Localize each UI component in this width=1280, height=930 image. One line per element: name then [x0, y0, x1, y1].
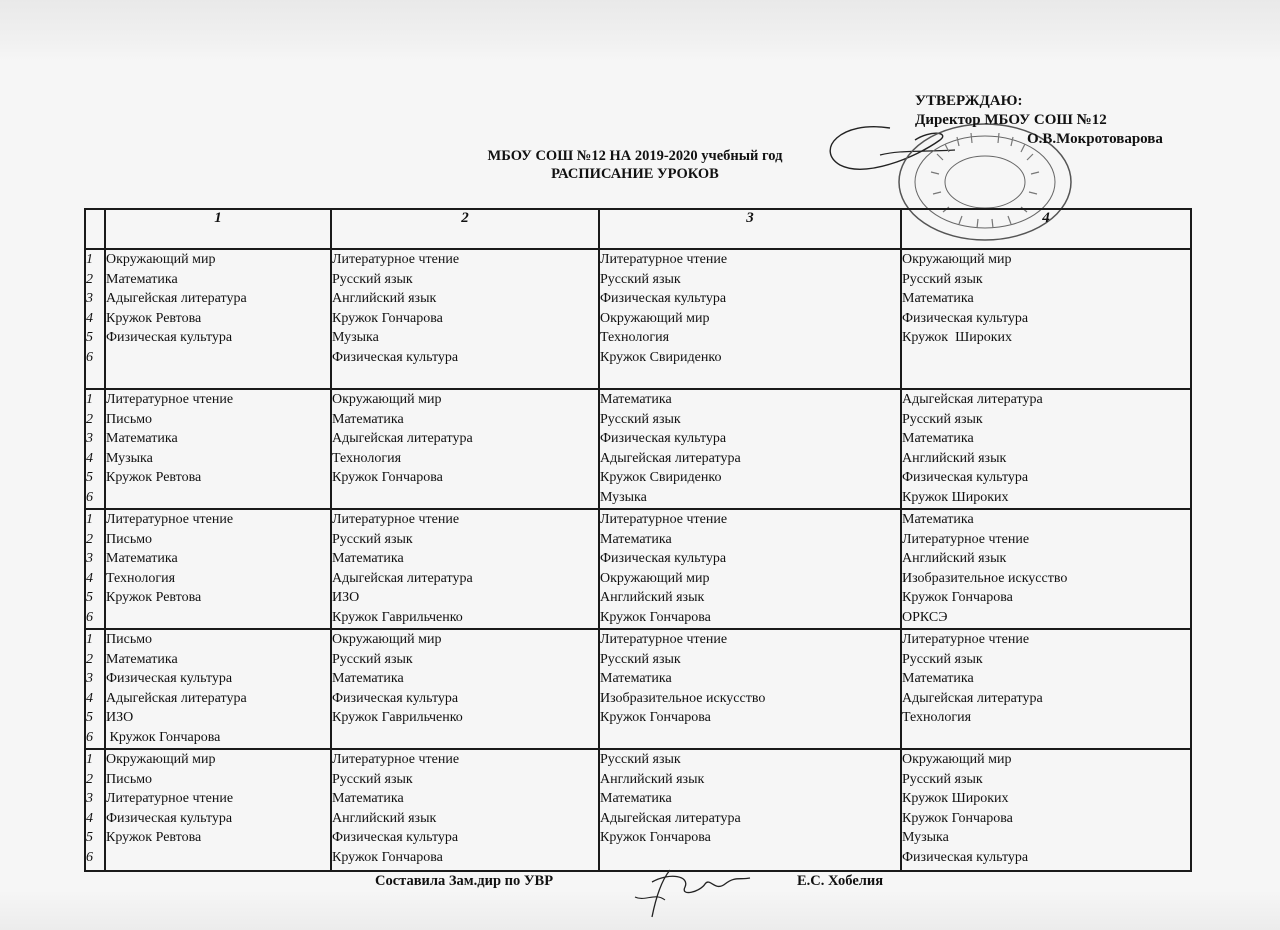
class-column-header: 1 [105, 209, 331, 249]
lesson-subject: Физическая культура [106, 330, 233, 345]
lesson-subject: Русский язык [332, 651, 413, 667]
lesson-subject: Кружок Свириденко [600, 470, 722, 485]
lesson-subject: Русский язык [902, 411, 983, 427]
lesson-subject: Математика [902, 431, 974, 446]
approval-director-name: О.В.Мокротоварова [1027, 131, 1163, 147]
lesson-number: 6 [86, 609, 93, 625]
lesson-subject: Русский язык [600, 271, 681, 287]
lesson-subject: Кружок Гаврильченко [332, 710, 463, 725]
class-lessons-cell [599, 749, 901, 871]
lesson-number: 3 [86, 291, 93, 306]
lesson-number: 1 [86, 252, 93, 267]
lesson-subject: Литературное чтение [600, 252, 728, 267]
lesson-subject: Кружок Ревтова [106, 590, 202, 605]
lesson-subject: Английский язык [332, 810, 437, 826]
lesson-number: 1 [86, 392, 93, 407]
lesson-subject: Русский язык [600, 752, 681, 767]
lesson-subject: Технология [332, 450, 402, 466]
lesson-subject: Окружающий мир [600, 570, 710, 586]
class-lessons-cell [105, 509, 331, 629]
lesson-subject: Физическая культура [332, 690, 459, 706]
lesson-subject [106, 608, 330, 628]
lesson-subject: ИЗО [106, 710, 134, 725]
lesson-number: 2 [86, 531, 93, 547]
lesson-subject: Физическая культура [106, 810, 233, 826]
day-row [85, 749, 1191, 871]
lesson-subject: Кружок Широких [902, 791, 1009, 806]
lesson-subject: ИЗО [332, 590, 360, 605]
lesson-subject: Окружающий мир [106, 752, 216, 767]
lesson-subject: Русский язык [902, 271, 983, 287]
lesson-subject: Изобразительное искусство [600, 690, 766, 706]
lesson-subject: Кружок Гончарова [332, 470, 443, 485]
lesson-subject: Кружок Гончарова [332, 849, 443, 865]
lesson-subject: Физическая культура [600, 291, 727, 306]
approval-position: Директор МБОУ СОШ №12 [915, 112, 1107, 128]
lesson-number: 2 [86, 651, 93, 667]
class-lessons-cell [105, 249, 331, 389]
lesson-subject: Математика [332, 411, 404, 427]
lesson-subject [332, 728, 598, 748]
lesson-subject: Окружающий мир [600, 310, 710, 326]
lesson-number: 6 [86, 349, 93, 365]
lesson-subject: Адыгейская литература [902, 690, 1043, 706]
lesson-number: 6 [86, 489, 93, 505]
document-subtitle: РАСПИСАНИЕ УРОКОВ [551, 166, 719, 182]
lesson-number: 4 [86, 310, 93, 326]
compiler-name: Е.С. Хобелия [797, 873, 884, 889]
class-lessons-cell [901, 249, 1191, 389]
lesson-number: 1 [86, 632, 93, 647]
schedule-table [84, 208, 1192, 872]
class-lessons-cell [331, 509, 599, 629]
lesson-numbers-cell [85, 509, 105, 629]
lesson-subject: Математика [600, 791, 672, 806]
class-lessons-cell [599, 249, 901, 389]
lesson-subject: Математика [332, 671, 404, 686]
lesson-subject: Математика [902, 512, 974, 527]
document-title: МБОУ СОШ №12 НА 2019-2020 учебный год [487, 148, 783, 164]
lesson-subject: Физическая культура [106, 671, 233, 686]
lesson-subject: Кружок Свириденко [600, 349, 722, 365]
lesson-subject: Математика [902, 291, 974, 306]
lesson-number: 2 [86, 271, 93, 287]
header-corner-cell [85, 209, 105, 249]
lesson-number: 6 [86, 729, 93, 745]
lesson-subject: Литературное чтение [600, 512, 728, 527]
lesson-subject: Музыка [902, 830, 949, 845]
lesson-subject: Английский язык [902, 450, 1007, 466]
lesson-subject: Кружок Ревтова [106, 830, 202, 845]
lesson-number: 1 [86, 752, 93, 767]
lesson-subject: Русский язык [600, 651, 681, 667]
lesson-subject: Кружок Широких [902, 330, 1013, 345]
lesson-subject: Английский язык [600, 590, 705, 605]
class-column-header: 2 [331, 209, 599, 249]
lesson-number: 6 [86, 849, 93, 865]
lesson-subject: Музыка [600, 489, 647, 505]
class-lessons-cell [105, 389, 331, 509]
lesson-subject: Математика [600, 531, 672, 547]
day-row [85, 249, 1191, 389]
lesson-subject: Литературное чтение [332, 252, 460, 267]
lesson-subject: Математика [106, 551, 178, 566]
lesson-subject: Окружающий мир [332, 632, 442, 647]
day-row [85, 629, 1191, 749]
lesson-subject: Физическая культура [600, 551, 727, 566]
lesson-subject: ОРКСЭ [902, 609, 948, 625]
lesson-number: 4 [86, 810, 93, 826]
lesson-subject: Русский язык [332, 271, 413, 287]
lesson-subject: Адыгейская литература [600, 450, 741, 466]
lesson-number: 2 [86, 411, 93, 427]
lesson-number: 5 [86, 470, 93, 485]
lesson-subject: Литературное чтение [332, 752, 460, 767]
lesson-subject: Кружок Гаврильченко [332, 609, 463, 625]
class-lessons-cell [331, 629, 599, 749]
lesson-subject: Английский язык [902, 551, 1007, 566]
lesson-subject: Письмо [106, 632, 153, 647]
lesson-subject: Литературное чтение [902, 632, 1030, 647]
class-lessons-cell [901, 629, 1191, 749]
lesson-subject: Английский язык [600, 771, 705, 787]
lesson-subject [902, 728, 1190, 748]
lesson-subject: Литературное чтение [106, 791, 234, 806]
class-column-header: 4 [901, 209, 1191, 249]
lesson-subject: Адыгейская литература [332, 570, 473, 586]
lesson-number: 3 [86, 431, 93, 446]
lesson-subject [600, 728, 900, 748]
lesson-number: 3 [86, 791, 93, 806]
class-lessons-cell [105, 749, 331, 871]
lesson-subject: Кружок Гончарова [600, 830, 711, 845]
lesson-subject: Окружающий мир [902, 252, 1012, 267]
class-lessons-cell [901, 749, 1191, 871]
lesson-subject: Технология [902, 710, 972, 725]
class-lessons-cell [331, 389, 599, 509]
lesson-subject: Кружок Гончарова [902, 810, 1013, 826]
lesson-subject: Математика [332, 791, 404, 806]
lesson-subject: Английский язык [332, 291, 437, 306]
lesson-numbers-cell [85, 749, 105, 871]
lesson-number: 4 [86, 690, 93, 706]
lesson-subject: Математика [600, 671, 672, 686]
lesson-subject: Русский язык [600, 411, 681, 427]
day-row [85, 389, 1191, 509]
lesson-numbers-cell [85, 629, 105, 749]
class-lessons-cell [599, 629, 901, 749]
lesson-subject [106, 848, 330, 868]
lesson-subject: Письмо [106, 411, 153, 427]
lesson-subject: Литературное чтение [106, 392, 234, 407]
lesson-subject: Литературное чтение [600, 632, 728, 647]
lesson-subject: Физическая культура [332, 349, 459, 365]
lesson-subject: Литературное чтение [106, 512, 234, 527]
lesson-subject: Физическая культура [902, 849, 1029, 865]
lesson-subject: Адыгейская литература [106, 690, 247, 706]
lesson-subject: Музыка [332, 330, 379, 345]
lesson-subject: Математика [106, 651, 178, 667]
lesson-subject: Кружок Гончарова [902, 590, 1013, 605]
lesson-number: 5 [86, 830, 93, 845]
lesson-subject: Музыка [106, 450, 153, 466]
lesson-subject: Кружок Широких [902, 489, 1009, 505]
lesson-subject: Русский язык [902, 651, 983, 667]
document-header [455, 147, 815, 183]
lesson-number: 4 [86, 570, 93, 586]
class-lessons-cell [901, 509, 1191, 629]
class-lessons-cell [599, 389, 901, 509]
class-lessons-cell [331, 249, 599, 389]
lesson-subject [106, 488, 330, 508]
lesson-subject: Технология [106, 570, 176, 586]
lesson-subject: Адыгейская литература [332, 431, 473, 446]
lesson-subject [902, 348, 1190, 368]
class-lessons-cell [599, 509, 901, 629]
lesson-subject: Адыгейская литература [902, 392, 1043, 407]
lesson-subject: Технология [600, 330, 670, 345]
lesson-subject: Кружок Ревтова [106, 310, 202, 326]
lesson-subject: Литературное чтение [902, 531, 1030, 547]
schedule-header-row [85, 209, 1191, 249]
lesson-numbers-cell [85, 389, 105, 509]
lesson-subject: Физическая культура [902, 470, 1029, 485]
lesson-subject: Русский язык [902, 771, 983, 787]
lesson-subject: Физическая культура [600, 431, 727, 446]
lesson-subject: Окружающий мир [902, 752, 1012, 767]
scan-shadow-top [0, 0, 1280, 62]
lesson-subject: Кружок Гончарова [332, 310, 443, 326]
class-lessons-cell [331, 749, 599, 871]
lesson-subject: Письмо [106, 771, 153, 787]
lesson-subject: Адыгейская литература [600, 810, 741, 826]
class-lessons-cell [105, 629, 331, 749]
lesson-number: 5 [86, 330, 93, 345]
lesson-number: 5 [86, 590, 93, 605]
lesson-number: 5 [86, 710, 93, 725]
lesson-numbers-cell [85, 249, 105, 389]
lesson-number: 3 [86, 551, 93, 566]
lesson-subject: Физическая культура [332, 830, 459, 845]
compiler-signature [630, 862, 760, 922]
lesson-subject: Математика [600, 392, 672, 407]
lesson-subject: Адыгейская литература [106, 291, 247, 306]
lesson-subject: Русский язык [332, 771, 413, 787]
lesson-subject: Математика [332, 551, 404, 566]
lesson-subject [106, 348, 330, 368]
lesson-subject: Окружающий мир [106, 252, 216, 267]
lesson-subject [332, 488, 598, 508]
class-column-header: 3 [599, 209, 901, 249]
lesson-subject: Окружающий мир [332, 392, 442, 407]
compiled-by-label: Составила Зам.дир по УВР [375, 873, 554, 889]
lesson-subject: Кружок Гончарова [106, 729, 221, 745]
lesson-number: 3 [86, 671, 93, 686]
lesson-subject: Физическая культура [902, 310, 1029, 326]
lesson-subject: Кружок Гончарова [600, 710, 711, 725]
lesson-subject: Литературное чтение [332, 512, 460, 527]
lesson-subject: Русский язык [332, 531, 413, 547]
day-row [85, 509, 1191, 629]
class-lessons-cell [901, 389, 1191, 509]
lesson-subject: Изобразительное искусство [902, 570, 1068, 586]
lesson-subject: Кружок Гончарова [600, 609, 711, 625]
lesson-number: 1 [86, 512, 93, 527]
lesson-subject: Письмо [106, 531, 153, 547]
approval-title: УТВЕРЖДАЮ: [915, 93, 1023, 109]
lesson-subject: Кружок Ревтова [106, 470, 202, 485]
lesson-subject: Математика [106, 431, 178, 446]
lesson-subject: Математика [902, 671, 974, 686]
lesson-subject: Математика [106, 271, 178, 287]
approval-block [915, 92, 1215, 149]
lesson-number: 2 [86, 771, 93, 787]
lesson-number: 4 [86, 450, 93, 466]
